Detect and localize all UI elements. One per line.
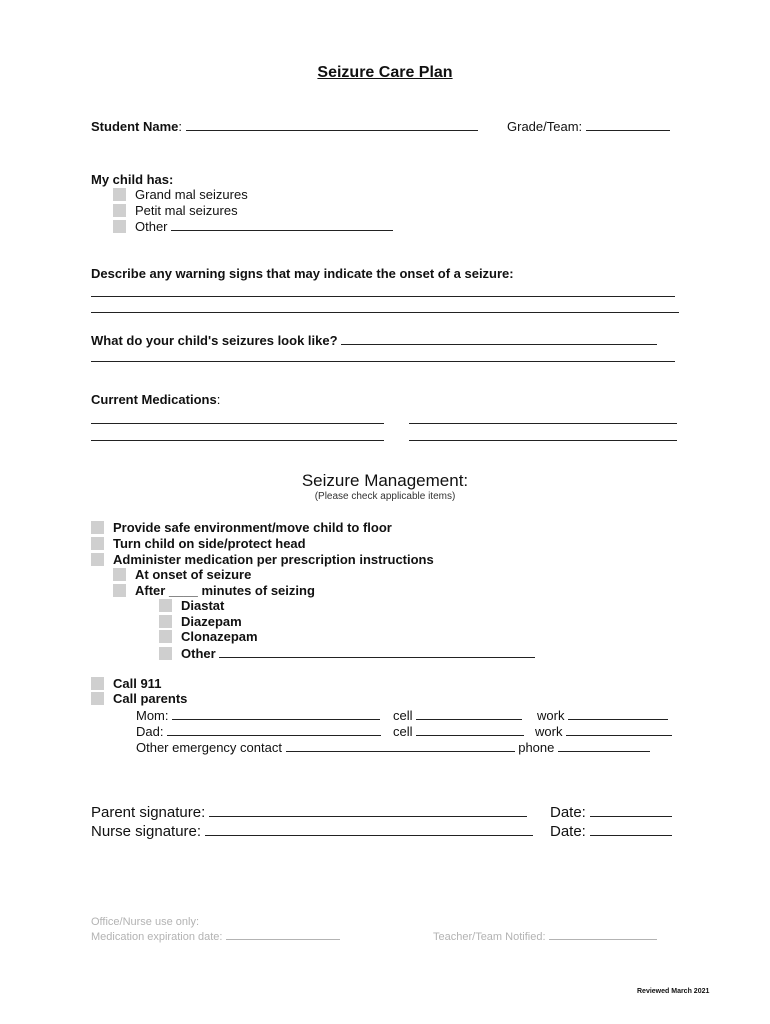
dad-cell-field[interactable] [416,723,524,736]
page-title: Seizure Care Plan [317,64,453,81]
nurse-date-field[interactable] [590,821,672,836]
management-subheading: (Please check applicable items) [314,491,456,502]
onset-checkbox[interactable] [113,568,126,581]
other-contact-row [136,739,650,755]
nurse-signature-row [91,821,533,840]
mom-work-field[interactable] [568,707,668,720]
call-911-label: Call 911 [113,676,162,691]
drug-item [159,598,224,613]
phone-label: phone [518,740,555,755]
seizure-look-line-2[interactable] [91,361,675,362]
petit-mal-checkbox[interactable] [113,204,126,217]
mom-cell-field[interactable] [416,707,522,720]
management-item-label: Administer medication per prescription instructions [113,552,434,567]
drug-label: Clonazepam [181,629,258,644]
teacher-notified-label: Teacher/Team Notified: [433,931,546,943]
other-phone-field[interactable] [558,739,650,752]
drug-item [159,614,242,629]
date-label: Date: [550,804,586,821]
option-row [113,218,393,234]
option-row [113,187,248,202]
grade-row: Grade/Team: [507,118,670,134]
management-item [91,552,434,567]
management-sub-item [113,583,315,598]
management-checkbox[interactable] [91,553,104,566]
cell-label: cell [393,724,413,739]
management-checkbox[interactable] [91,537,104,550]
dad-name-field[interactable] [167,723,381,736]
mom-label: Mom [136,708,165,723]
call-parents-label: Call parents [113,691,188,706]
other-contact-field[interactable] [286,739,515,752]
nurse-signature-label: Nurse signature: [91,823,202,840]
management-sub-item [113,567,251,582]
warning-signs-line-1[interactable] [91,296,675,297]
medication-line[interactable] [91,423,384,424]
other-checkbox[interactable] [113,220,126,233]
seizure-look-row [91,332,657,348]
after-minutes-checkbox[interactable] [113,584,126,597]
parent-date-row [550,802,672,821]
warning-signs-line-2[interactable] [91,312,679,313]
mom-row: Mom: [136,707,380,723]
call-parents-checkbox[interactable] [91,692,104,705]
expiration-row [91,929,340,943]
drug-item [159,645,535,661]
medications-label: Current Medications [91,392,217,407]
medication-line[interactable] [91,440,384,441]
office-use-heading: Office/Nurse use only: [91,916,200,928]
expiration-label: Medication expiration date: [91,931,223,943]
parent-signature-row [91,802,527,821]
management-sub-label: After ____ minutes of seizing [135,583,315,598]
nurse-date-row [550,821,672,840]
work-label: work [537,708,565,723]
medication-line[interactable] [409,423,677,424]
parent-date-field[interactable] [590,802,672,817]
cell-label: cell [393,708,413,723]
call-parents-item [91,691,187,706]
parent-signature-field[interactable] [209,802,527,817]
medications-row: Current Medications: [91,392,221,407]
student-name-label: Student Name [91,119,179,134]
date-label: Date: [550,823,586,840]
work-label: work [535,724,563,739]
drug-label: Other [181,646,216,661]
other-contact-label: Other emergency contact [136,740,282,755]
teacher-notified-row [433,929,657,943]
option-label: Petit mal seizures [135,203,238,218]
student-name-field[interactable] [186,118,478,131]
dad-label: Dad [136,724,160,739]
management-item-label: Provide safe environment/move child to floor [113,520,392,535]
drug-label: Diazepam [181,614,242,629]
child-has-heading: My child has: [91,172,174,187]
student-name-row: Student Name: [91,118,478,134]
option-row [113,203,238,218]
teacher-notified-field[interactable] [549,929,657,940]
expiration-field[interactable] [226,929,340,940]
parent-signature-label: Parent signature: [91,804,206,821]
dad-work-field[interactable] [566,723,672,736]
other-drug-field[interactable] [219,645,535,658]
management-item [91,520,392,535]
mom-name-field[interactable] [172,707,380,720]
nurse-signature-field[interactable] [205,821,533,836]
dad-work-row [535,723,672,739]
medication-line[interactable] [409,440,677,441]
dad-cell-row [393,723,524,739]
seizure-look-field[interactable] [341,332,657,345]
drug-checkbox[interactable] [159,647,172,660]
call-911-item [91,676,161,691]
management-item [91,536,306,551]
call-911-checkbox[interactable] [91,677,104,690]
option-label: Other [135,219,168,234]
mom-cell-row [393,707,522,723]
warning-signs-question: Describe any warning signs that may indicate the onset of a seizure: [91,266,514,281]
management-heading: Seizure Management: [301,471,469,490]
mom-work-row [537,707,668,723]
option-label: Grand mal seizures [135,187,248,202]
management-sub-label: At onset of seizure [135,567,252,582]
management-checkbox[interactable] [91,521,104,534]
grand-mal-checkbox[interactable] [113,188,126,201]
grade-label: Grade/Team [507,119,579,134]
other-field[interactable] [171,218,393,231]
drug-checkbox[interactable] [159,599,172,612]
drug-checkbox[interactable] [159,615,172,628]
reviewed-note: Reviewed March 2021 [637,988,710,995]
grade-field[interactable] [586,118,670,131]
drug-item [159,629,258,644]
management-item-label: Turn child on side/protect head [113,536,306,551]
dad-row: Dad: [136,723,381,739]
seizure-look-question: What do your child's seizures look like? [91,333,338,348]
drug-label: Diastat [181,598,225,613]
drug-checkbox[interactable] [159,630,172,643]
